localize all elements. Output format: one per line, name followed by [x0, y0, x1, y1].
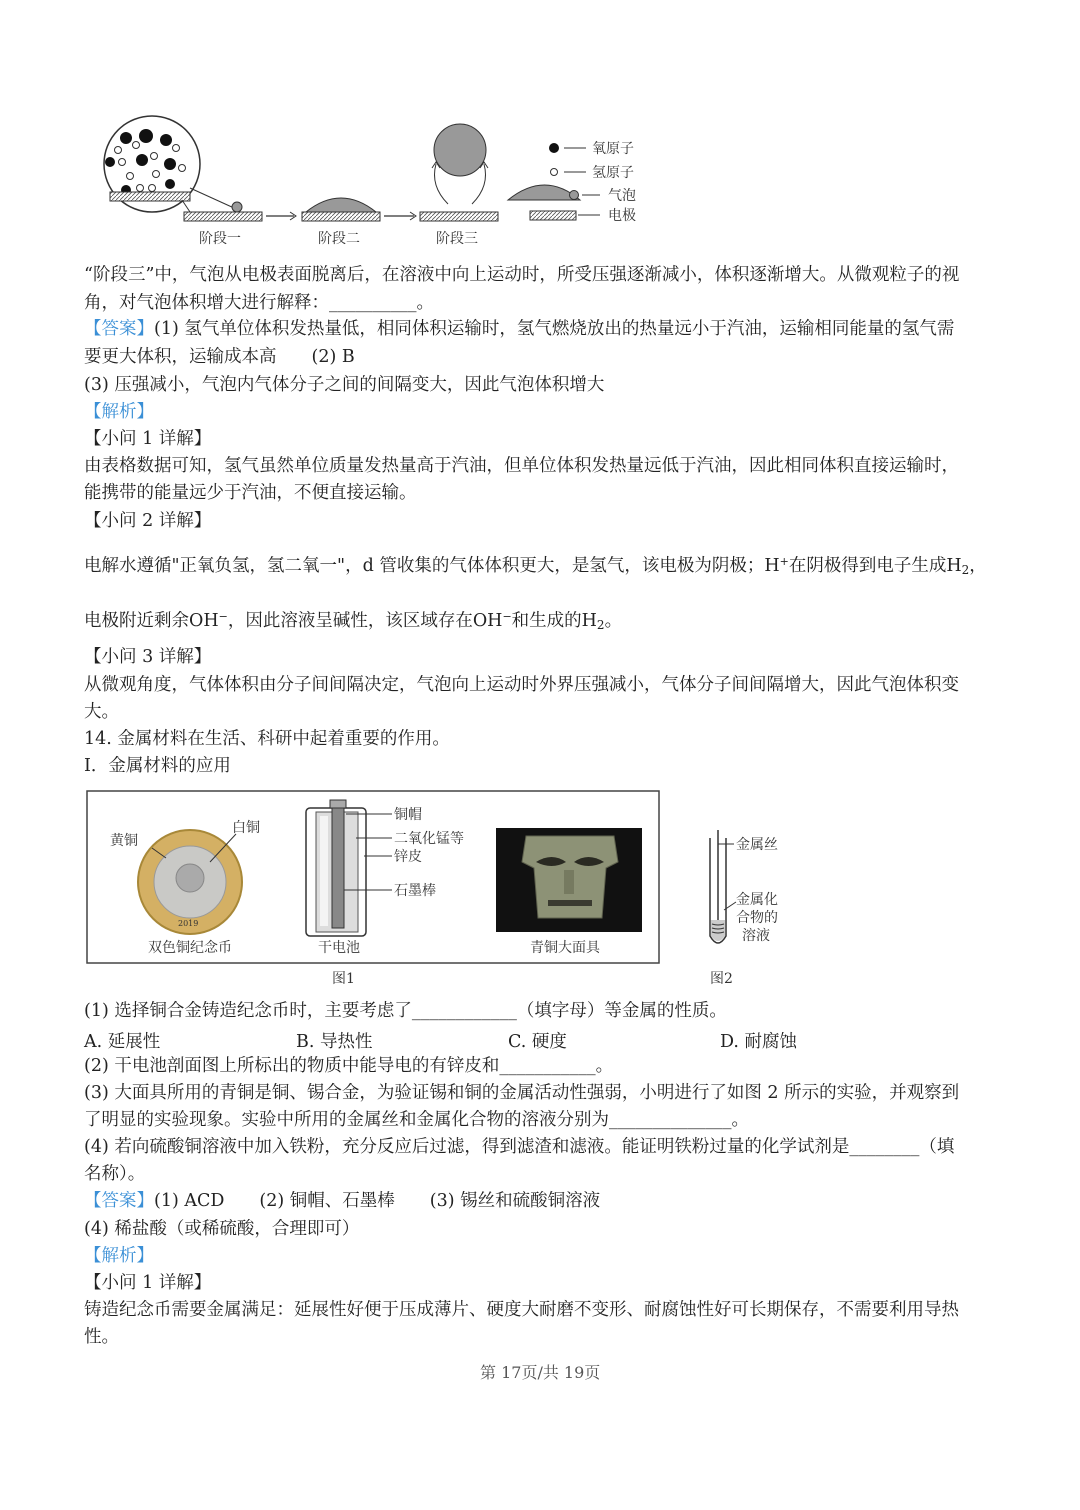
- stage1-label: 阶段一: [199, 231, 241, 247]
- coin-caption: 双色铜纪念币: [148, 940, 232, 956]
- q13-analysis-tag: 【解析】: [84, 402, 154, 422]
- q14-question1: (1) 选择铜合金铸造纪念币时，主要考虑了____________（填字母）等金属的性质。: [84, 1001, 727, 1021]
- formula-sub2: 2: [961, 563, 970, 577]
- cupronickel-label: 白铜: [232, 820, 260, 836]
- q13-sub3-line1: 从微观角度，气体体积由分子间间隔决定，气泡向上运动时外界压强减小，气体分子间间隔增大，因此气泡体积变: [84, 675, 959, 695]
- legend-oxygen: 氧原子: [592, 141, 634, 157]
- solution-label-2: 合物的: [736, 910, 778, 926]
- stage2-label: 阶段二: [318, 231, 360, 247]
- q14-question2: (2) 干电池剖面图上所标出的物质中能导电的有锌皮和___________。: [84, 1056, 614, 1076]
- figure1-label: 图1: [332, 971, 355, 987]
- formula-minus: −: [218, 610, 228, 623]
- q14-sub1-line2: 性。: [84, 1327, 119, 1347]
- wire-label: 金属丝: [736, 837, 778, 853]
- electrode-stage3: [420, 212, 498, 221]
- option-c: C. 硬度: [508, 1032, 567, 1052]
- oxygen-legend-icon: [549, 143, 559, 153]
- q13-sub2-title: 【小问 2 详解】: [84, 511, 212, 531]
- q13-sub2-line1: [84, 551, 987, 581]
- q14-question4-line2: 名称）。: [84, 1164, 146, 1184]
- sub2-l2c: 和生成的: [511, 611, 582, 631]
- q14-analysis-tag: 【解析】: [84, 1246, 154, 1266]
- brass-label: 黄铜: [110, 833, 138, 849]
- mno2-label: 二氧化锰等: [394, 831, 464, 847]
- electrode-stage2: [302, 212, 380, 221]
- hydrogen-legend-icon: [551, 169, 558, 176]
- coin-image: [138, 830, 242, 934]
- q13-sub1-line1: 由表格数据可知，氢气虽然单位质量发热量高于汽油，但单位体积发热量远低于汽油，因此相同体积直接运输时，: [84, 456, 959, 476]
- formula-oh2: OH: [472, 611, 503, 631]
- answer-tag: 【答案】: [84, 319, 154, 339]
- sub2-end: 。: [604, 611, 623, 631]
- solution-label-1: 金属化: [736, 892, 778, 908]
- legend-bubble: 气泡: [608, 188, 636, 204]
- bubble-legend-icon: [570, 191, 579, 200]
- graphite-label: 石墨棒: [394, 883, 436, 899]
- option-d: D. 耐腐蚀: [720, 1032, 798, 1052]
- formula-minus2: −: [502, 610, 512, 623]
- answer-tag: 【答案】: [84, 1191, 154, 1211]
- answer-text: (1) 氢气单位体积发热量低，相同体积运输时，氢气燃烧放出的热量远小于汽油，运输相同能量的氢气需: [154, 319, 955, 339]
- q14-question3-line2: 了明显的实验现象。实验中所用的金属丝和金属化合物的溶液分别为______________。: [84, 1110, 749, 1130]
- formula-h2b: H: [581, 611, 597, 631]
- q14-question3-line1: (3) 大面具所用的青铜是铜、锡合金，为验证锡和铜的金属活动性强弱，小明进行了如图 2 所示的实验，并观察到: [84, 1083, 960, 1103]
- formula-plus: +: [779, 555, 789, 568]
- q14-answer-line1: [84, 1190, 600, 1212]
- coin-year: 2019: [178, 919, 199, 928]
- figure2: [700, 828, 800, 992]
- formula-oh: OH: [189, 611, 219, 631]
- q13-question3-line2: 角，对气泡体积增大进行解释：__________。: [84, 293, 434, 313]
- sub2-mid: 在阴极得到电子生成: [788, 556, 947, 576]
- formula-h2: H: [946, 556, 962, 576]
- q14-sub1-title: 【小问 1 详解】: [84, 1273, 212, 1293]
- legend-electrode: 电极: [608, 208, 636, 224]
- test-tube: [710, 830, 726, 943]
- sub2-comma: ，: [969, 556, 987, 576]
- q14-sub1-line1: 铸造纪念币需要金属满足：延展性好便于压成薄片、硬度大耐磨不变形、耐腐蚀性好可长期保存，不需要利用导热: [84, 1300, 959, 1320]
- battery-image: [306, 800, 366, 936]
- magnified-view: [104, 116, 200, 212]
- battery-caption: 干电池: [318, 940, 360, 956]
- formula-sub2b: 2: [596, 618, 605, 632]
- legend-hydrogen: 氢原子: [592, 165, 634, 181]
- q13-sub1-title: 【小问 1 详解】: [84, 429, 212, 449]
- figure1: [86, 790, 662, 992]
- q13-answer-line2: 要更大体积，运输成本高 (2) B: [84, 347, 355, 367]
- sub2-l2a: 电极附近剩余: [84, 611, 189, 631]
- bronze-mask-image: [496, 828, 642, 932]
- q13-sub1-line2: 能携带的能量远少于汽油，不便直接运输。: [84, 483, 417, 503]
- answer-text: (1) ACD (2) 铜帽、石墨棒 (3) 锡丝和硫酸铜溶液: [154, 1191, 601, 1211]
- sub2-l2b: ，因此溶液呈碱性，该区域存在: [227, 611, 473, 631]
- page-footer: 第 17页/共 19页: [480, 1363, 601, 1382]
- q13-sub3-title: 【小问 3 详解】: [84, 647, 212, 667]
- sub2-text: 电解水遵循"正氧负氢，氢二氧一"，d 管收集的气体体积更大，是氢气，该电极为阴极；: [84, 556, 765, 576]
- q14-title: 14. 金属材料在生活、科研中起着重要的作用。: [84, 729, 450, 749]
- figure2-label: 图2: [710, 971, 733, 987]
- q14-part1: Ⅰ．金属材料的应用: [84, 756, 231, 776]
- option-a: A. 延展性: [84, 1032, 161, 1052]
- q13-sub2-line2: [84, 606, 622, 636]
- formula-h: H: [764, 556, 780, 576]
- q13-answer-line1: [84, 318, 954, 340]
- q14-answer-line2: (4) 稀盐酸（或稀硫酸，合理即可）: [84, 1219, 360, 1239]
- electrode-stage1: [184, 212, 262, 221]
- q13-answer-line3: (3) 压强减小，气泡内气体分子之间的间隔变大，因此气泡体积增大: [84, 375, 605, 395]
- q13-sub3-line2: 大。: [84, 702, 119, 722]
- zinc-label: 锌皮: [394, 849, 422, 865]
- q14-question4-line1: (4) 若向硫酸铜溶液中加入铁粉，充分反应后过滤，得到滤渣和滤液。能证明铁粉过量的化学试剂是________（填: [84, 1137, 955, 1157]
- q13-question3-line1: “阶段三”中，气泡从电极表面脱离后，在溶液中向上运动时，所受压强逐渐减小，体积逐渐增大。从微观粒子的视: [84, 265, 960, 285]
- bubble-stages-diagram: [80, 112, 680, 252]
- mask-caption: 青铜大面具: [530, 940, 600, 956]
- option-b: B. 导热性: [296, 1032, 373, 1052]
- copper-cap-label: 铜帽: [394, 807, 422, 823]
- solution-label-3: 溶液: [742, 928, 770, 944]
- stage3-label: 阶段三: [436, 231, 478, 247]
